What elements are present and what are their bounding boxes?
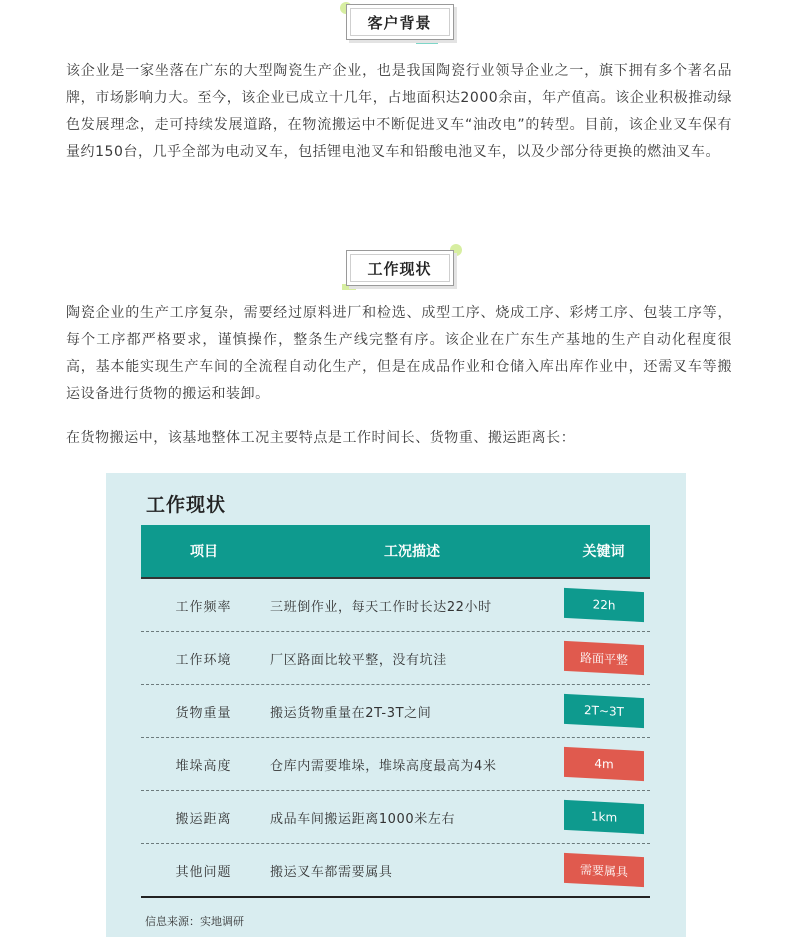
table-row xyxy=(141,632,650,685)
table-row xyxy=(141,579,650,632)
keyword-badge: 1km xyxy=(564,800,644,834)
keyword-badge: 22h xyxy=(564,588,644,622)
table-row xyxy=(141,685,650,738)
section-title-status-label: 工作现状 xyxy=(346,250,454,286)
status-paragraph-2: 在货物搬运中，该基地整体工况主要特点是工作时间长、货物重、搬运距离长： xyxy=(66,430,576,446)
table-row xyxy=(141,791,650,844)
keyword-badge: 2T~3T xyxy=(564,694,644,728)
table-row xyxy=(141,844,650,898)
section-title-background-label: 客户背景 xyxy=(346,4,454,40)
row-desc: 搬运叉车都需要属具 xyxy=(270,864,393,880)
background-paragraph: 该企业是一家坐落在广东的大型陶瓷生产企业，也是我国陶瓷行业领导企业之一，旗下拥有多个著名品牌，市场影响力大。至今，该企业已成立十几年，占地面积达2000余亩，年产值高。该企业积极推动绿色发展理念，走可持续发展道路，在物流搬运中不断促进叉车“油改电”的转型。目前，该企业叉车保有量约150台，几乎全部为电动叉车，包括锂电池叉车和铅酸电池叉车，以及少部分待更换的燃油叉车。 xyxy=(66,63,732,160)
info-source: 信息来源：实地调研 xyxy=(145,915,244,928)
row-item: 搬运距离 xyxy=(175,811,232,827)
row-item: 工作频率 xyxy=(175,599,232,615)
header-item: 项目 xyxy=(190,544,218,560)
row-item: 工作环境 xyxy=(175,652,232,668)
status-card xyxy=(106,473,686,937)
row-item: 其他问题 xyxy=(175,864,232,880)
header-keyword: 关键词 xyxy=(582,544,625,560)
row-desc: 搬运货物重量在2T-3T之间 xyxy=(270,705,432,721)
status-paragraph-1: 陶瓷企业的生产工序复杂，需要经过原料进厂和检选、成型工序、烧成工序、彩烤工序、包装工序等，每个工序都严格要求，谨慎操作，整条生产线完整有序。该企业在广东生产基地的生产自动化程度很高，基本能实现生产车间的全流程自动化生产，但是在成品作业和仓储入库出库作业中，还需叉车等搬运设备进行货物的搬运和装卸。 xyxy=(66,305,732,402)
section-title-background xyxy=(346,4,454,40)
row-item: 货物重量 xyxy=(175,705,232,721)
keyword-badge: 需要属具 xyxy=(564,853,644,887)
row-desc: 成品车间搬运距离1000米左右 xyxy=(270,811,456,827)
row-desc: 厂区路面比较平整，没有坑洼 xyxy=(270,652,447,668)
table-row xyxy=(141,738,650,791)
keyword-badge: 4m xyxy=(564,747,644,781)
keyword-badge: 路面平整 xyxy=(564,641,644,675)
table-header xyxy=(141,525,650,579)
row-desc: 仓库内需要堆垛，堆垛高度最高为4米 xyxy=(270,758,497,774)
section-title-status xyxy=(346,250,454,286)
status-table xyxy=(141,525,650,898)
header-desc: 工况描述 xyxy=(384,544,440,560)
row-desc: 三班倒作业，每天工作时长达22小时 xyxy=(270,599,492,615)
row-item: 堆垛高度 xyxy=(175,758,232,774)
card-title: 工作现状 xyxy=(146,494,227,516)
